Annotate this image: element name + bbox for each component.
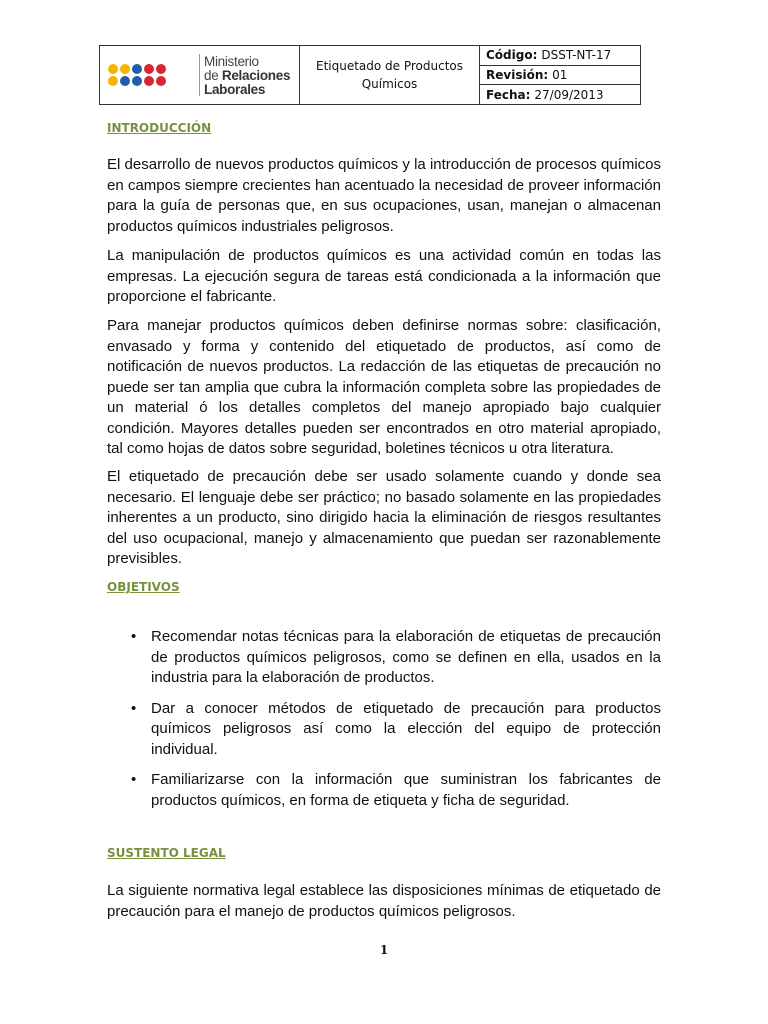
document-title: Etiquetado de Productos Químicos — [300, 46, 480, 104]
bullet-icon: • — [131, 628, 137, 645]
objective-item — [107, 770, 661, 811]
logo-dots — [108, 60, 196, 90]
logo-line-2-prefix: de — [204, 68, 222, 83]
intro-paragraph-1: El desarrollo de nuevos productos químicos y la introducción de procesos químicos en campos siempre crecientes han acentuado la necesidad de proveer información para la guía de personas que, en sus ocupaciones, usan, manejan o almacenan productos químicos industriales peligrosos. — [107, 156, 661, 235]
ministry-logo — [100, 46, 300, 104]
logo-dot — [144, 64, 154, 74]
logo-wordmark — [204, 55, 290, 97]
objective-text: Familiarizarse con la información que suministran los fabricantes de productos químicos, en forma de etiqueta y ficha de seguridad. — [151, 771, 661, 809]
logo-dot — [108, 64, 118, 74]
bullet-icon: • — [131, 699, 137, 717]
bullet-icon: • — [131, 771, 137, 788]
intro-heading: INTRODUCCIÓN — [107, 121, 212, 135]
date-value: 27/09/2013 — [534, 87, 604, 102]
date-row — [480, 85, 640, 104]
code-value: DSST-NT-17 — [541, 48, 612, 63]
logo-dot — [156, 64, 166, 74]
logo-dot — [132, 76, 142, 86]
logo-dot — [108, 76, 118, 86]
logo-dot — [132, 64, 142, 74]
document-meta — [480, 46, 640, 104]
logo-dot — [156, 76, 166, 86]
intro-paragraph-4: El etiquetado de precaución debe ser usado solamente cuando y donde sea necesario. El lenguaje debe ser práctico; no basado solamente en las propiedades inherentes a un producto, sino dirigido hacia la eliminación de riesgos resultantes del uso ocupacional, manejo y almacenamiento que puedan ser razonablemente previsibles. — [107, 468, 661, 567]
code-label: Código: — [486, 48, 538, 63]
logo-line-3: Laborales — [204, 82, 266, 97]
revision-value: 01 — [552, 68, 568, 82]
logo-dot — [144, 76, 154, 86]
objective-text: Dar a conocer métodos de etiquetado de precaución para productos químicos peligrosos así como la elección del equipo de protección individual. — [151, 699, 661, 758]
revision-label: Revisión: — [486, 68, 549, 82]
document-header — [99, 45, 641, 105]
objective-item — [107, 627, 661, 689]
intro-paragraph-2: La manipulación de productos químicos es una actividad común en todas las empresas. La ejecución segura de tareas está condicionada a la información que proporcione el fabricante. — [107, 247, 661, 305]
logo-divider — [199, 54, 200, 96]
objective-item — [107, 699, 661, 761]
logo-line-2-bold: Relaciones — [221, 68, 291, 83]
logo-dot — [120, 76, 130, 86]
objectives-list — [107, 627, 661, 821]
objectives-heading: OBJETIVOS — [107, 580, 180, 594]
legal-heading: SUSTENTO LEGAL — [107, 846, 226, 860]
date-label: Fecha: — [486, 87, 531, 102]
code-row — [480, 46, 640, 66]
legal-paragraph: La siguiente normativa legal establece las disposiciones mínimas de etiquetado de precaución para el manejo de productos químicos peligrosos. — [107, 882, 661, 920]
objective-text: Recomendar notas técnicas para la elaboración de etiquetas de precaución de productos químicos peligrosos, como se definen en ella, usados en la industria para la elaboración de productos. — [151, 628, 661, 686]
page-number: 1 — [379, 943, 389, 957]
revision-row — [480, 66, 640, 86]
intro-paragraph-3: Para manejar productos químicos deben definirse normas sobre: clasificación, envasado y forma y contenido del etiquetado de productos, así como de notificación de nuevos productos. La redacción de las etiquetas de precaución no puede ser tan amplia que cubra la información completa sobre las propiedades de un material ó los detalles completos del manejo apropiado bajo cualquier condición. Mayores detalles pueden ser encontrados en otro material apropiado, tal como hojas de datos sobre seguridad, boletines técnicos u otra literatura. — [107, 317, 661, 457]
logo-line-1: Ministerio — [204, 54, 259, 69]
logo-dot — [120, 64, 130, 74]
